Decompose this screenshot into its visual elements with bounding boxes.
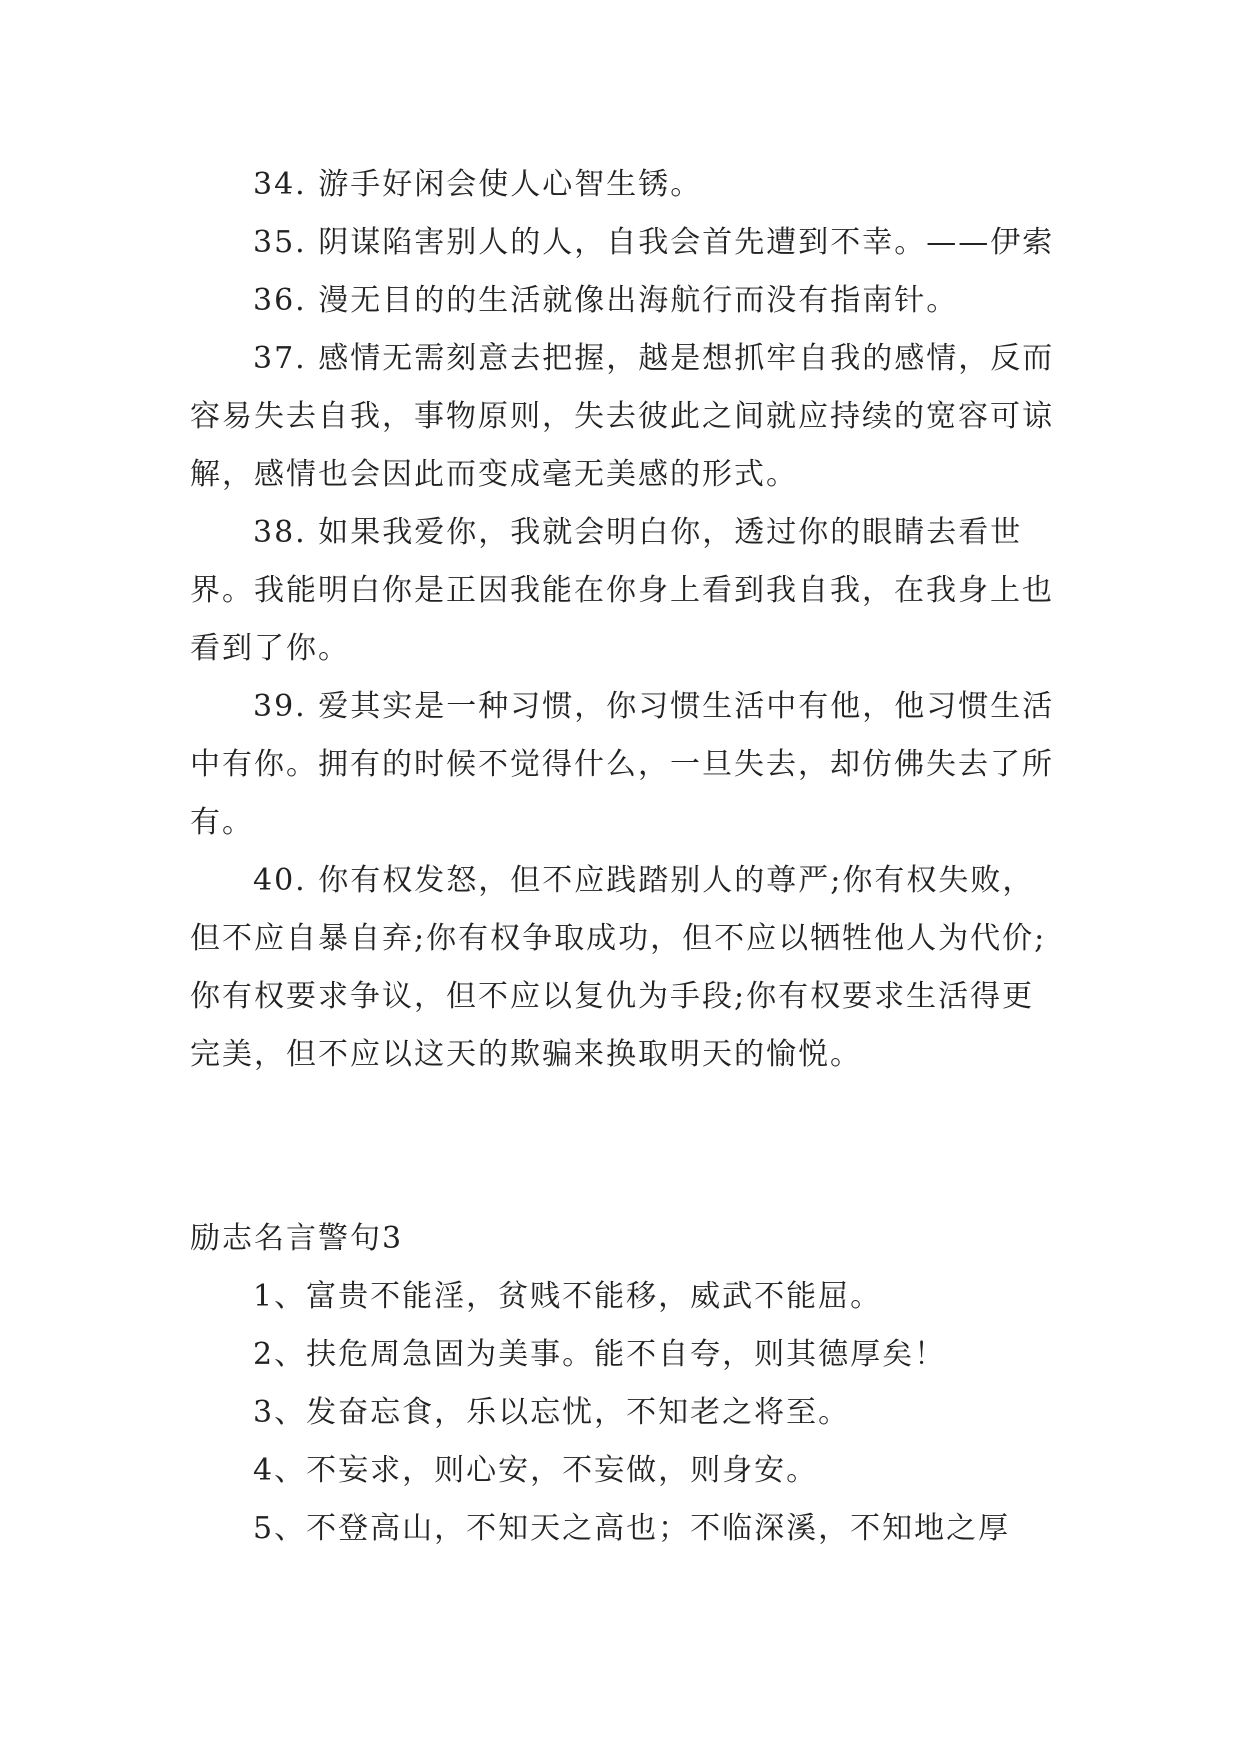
quote-38: 38. 如果我爱你，我就会明白你，透过你的眼睛去看世界。我能明白你是正因我能在你身上看到我自我，在我身上也看到了你。 xyxy=(190,515,1054,666)
quote-34: 34. 游手好闲会使人心智生锈。 xyxy=(253,167,703,202)
quote-35: 35. 阴谋陷害别人的人，自我会首先遭到不幸。——伊索 xyxy=(253,225,1055,260)
section-item-1: 1、富贵不能淫，贫贱不能移，威武不能屈。 xyxy=(253,1279,883,1314)
section-3 xyxy=(190,1210,1060,1558)
section-item-4: 4、不妄求，则心安，不妄做，则身安。 xyxy=(253,1453,819,1488)
section-item-5: 5、不登高山，不知天之高也；不临深溪，不知地之厚 xyxy=(253,1511,1011,1546)
quote-36: 36. 漫无目的的生活就像出海航行而没有指南针。 xyxy=(253,283,959,318)
section-item-2: 2、扶危周急固为美事。能不自夸，则其德厚矣！ xyxy=(253,1337,947,1372)
section-item-3: 3、发奋忘食，乐以忘忧，不知老之将至。 xyxy=(253,1395,851,1430)
section-heading: 励志名言警句3 xyxy=(190,1221,404,1256)
quote-40: 40. 你有权发怒，但不应践踏别人的尊严;你有权失败，但不应自暴自弃;你有权争取成功，但不应以牺牲他人为代价;你有权要求争议，但不应以复仇为手段;你有权要求生活得更完美，但不应以这天的欺骗来换取明天的愉悦。 xyxy=(190,863,1047,1072)
quotes-list xyxy=(190,156,1060,1084)
quote-37: 37. 感情无需刻意去把握，越是想抓牢自我的感情，反而容易失去自我，事物原则，失去彼此之间就应持续的宽容可谅解，感情也会因此而变成毫无美感的形式。 xyxy=(190,341,1055,492)
quote-39: 39. 爱其实是一种习惯，你习惯生活中有他，他习惯生活中有你。拥有的时候不觉得什么，一旦失去，却仿佛失去了所有。 xyxy=(190,689,1055,840)
